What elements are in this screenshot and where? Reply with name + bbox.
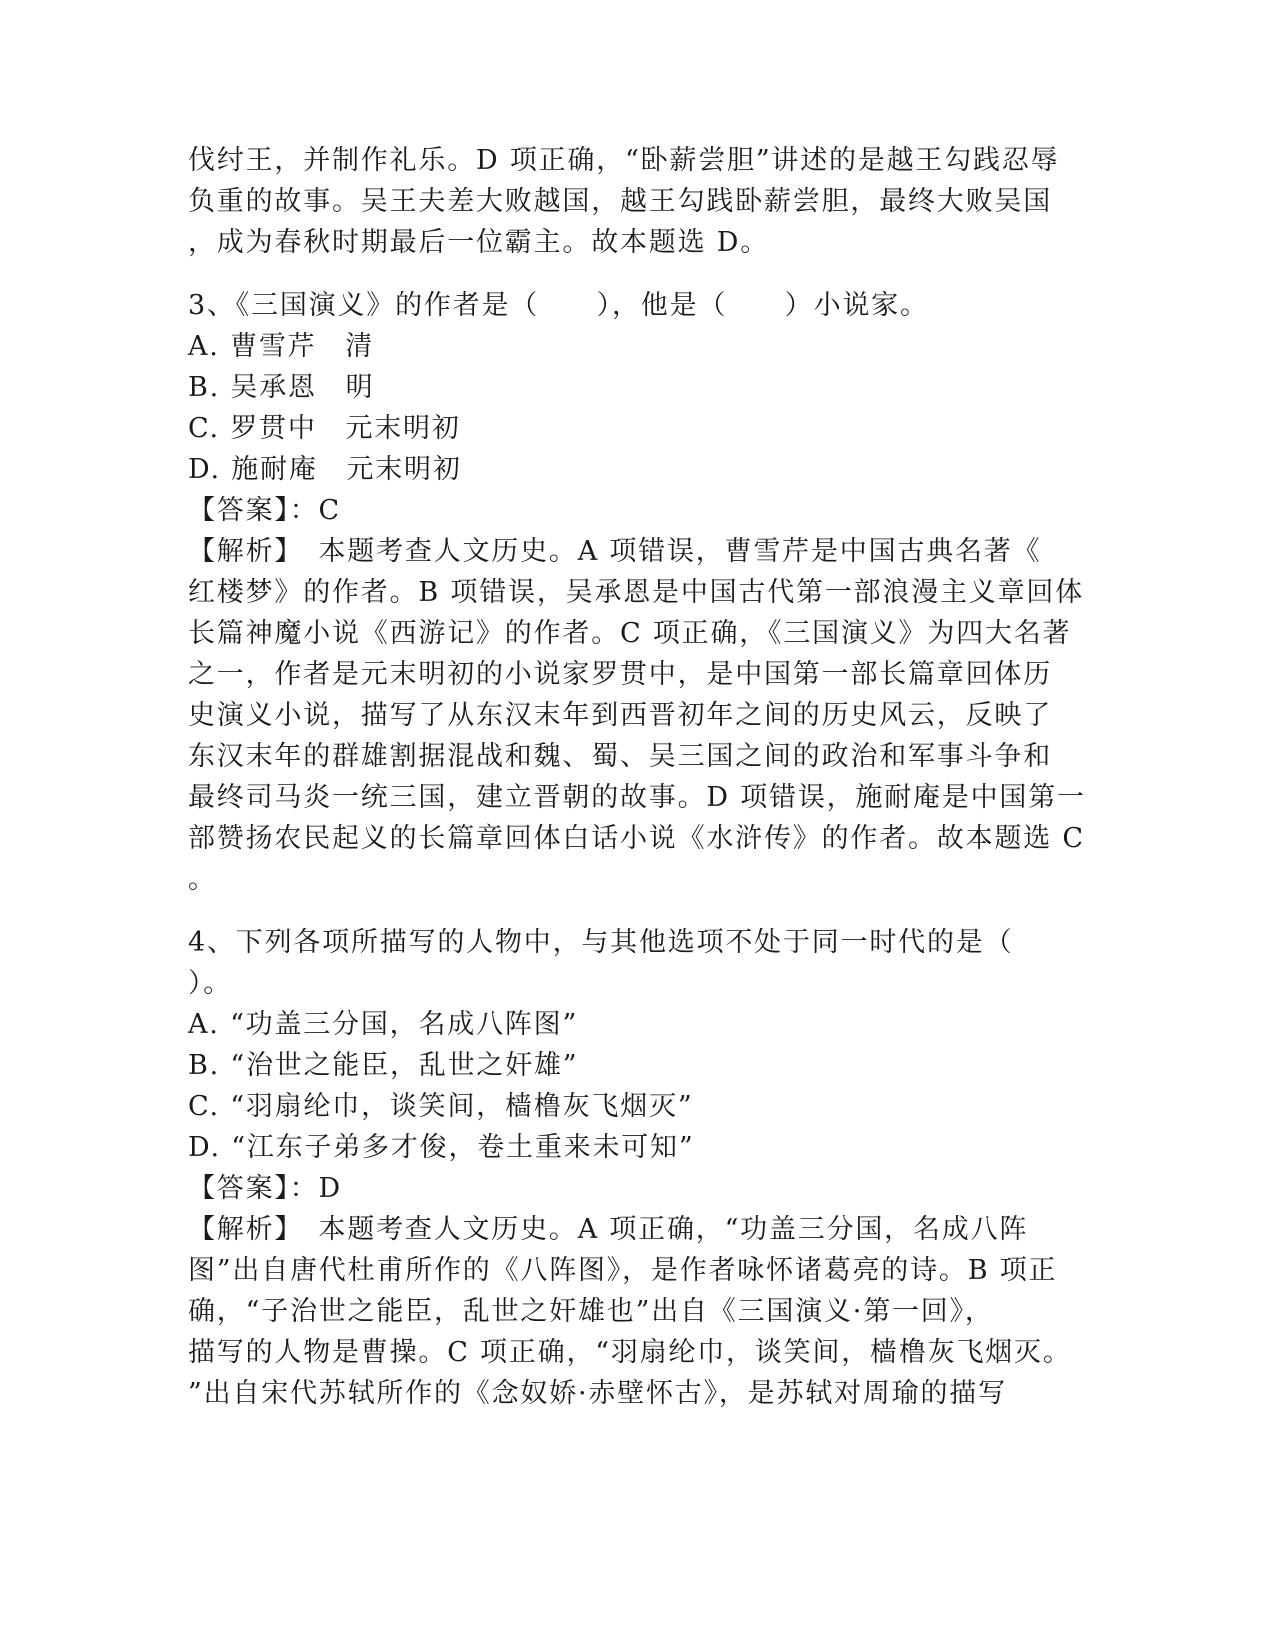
- analysis-line: 最终司马炎一统三国，建立晋朝的故事。D 项错误，施耐庵是中国第一: [188, 782, 1086, 813]
- analysis-line: 之一，作者是元末明初的小说家罗贯中，是中国第一部长篇章回体历: [188, 659, 1052, 690]
- analysis-line: 东汉末年的群雄割据混战和魏、蜀、吴三国之间的政治和军事斗争和: [188, 741, 1052, 772]
- option-d: D. “江东子弟多才俊，卷土重来未可知”: [188, 1132, 695, 1163]
- option-b: B. “治世之能臣，乱世之奸雄”: [188, 1050, 579, 1081]
- intro-line: 伐纣王，并制作礼乐。D 项正确，“卧薪尝胆”讲述的是越王勾践忍辱: [188, 145, 1060, 176]
- option-b: B. 吴承恩 明: [188, 372, 375, 403]
- intro-line: 负重的故事。吴王夫差大败越国，越王勾践卧薪尝胆，最终大败吴国: [188, 186, 1052, 217]
- option-a: A. 曹雪芹 清: [188, 331, 375, 362]
- option-d: D. 施耐庵 元末明初: [188, 454, 462, 485]
- option-c: C. “羽扇纶巾，谈笑间，樯橹灰飞烟灭”: [188, 1091, 694, 1122]
- analysis-line: 【解析】 本题考查人文历史。A 项正确，“功盖三分国，名成八阵: [188, 1214, 1029, 1245]
- answer-line: 【答案】：D: [188, 1173, 342, 1204]
- analysis-line: 【解析】 本题考查人文历史。A 项错误，曹雪芹是中国古典名著《: [188, 536, 1042, 567]
- analysis-line: 确，“子治世之能臣，乱世之奸雄也”出自《三国演义·第一回》，: [188, 1296, 994, 1327]
- analysis-line: 长篇神魔小说《西游记》的作者。C 项正确，《三国演义》为四大名著: [188, 618, 1072, 649]
- analysis-line: 红楼梦》的作者。B 项错误，吴承恩是中国古代第一部浪漫主义章回体: [188, 577, 1085, 608]
- option-a: A. “功盖三分国，名成八阵图”: [188, 1009, 579, 1040]
- question-stem: 3、《三国演义》的作者是（ ），他是（ ）小说家。: [188, 290, 929, 321]
- option-c: C. 罗贯中 元末明初: [188, 413, 461, 444]
- analysis-line: 描写的人物是曹操。C 项正确，“羽扇纶巾，谈笑间，樯橹灰飞烟灭。: [188, 1337, 1072, 1368]
- analysis-line: 史演义小说，描写了从东汉末年到西晋初年之间的历史风云，反映了: [188, 700, 1052, 731]
- question-stem: ）。: [188, 968, 233, 999]
- analysis-line: 图”出自唐代杜甫所作的《八阵图》，是作者咏怀诸葛亮的诗。B 项正: [188, 1255, 1058, 1286]
- analysis-line: 部赞扬农民起义的长篇章回体白话小说《水浒传》的作者。故本题选 C: [188, 823, 1085, 854]
- analysis-line: ”出自宋代苏轼所作的《念奴娇·赤壁怀古》，是苏轼对周瑜的描写: [188, 1378, 1007, 1409]
- answer-line: 【答案】：C: [188, 495, 341, 526]
- intro-line: ，成为春秋时期最后一位霸主。故本题选 D。: [188, 227, 770, 258]
- analysis-line: 。: [188, 864, 217, 895]
- question-stem: 4、下列各项所描写的人物中，与其他选项不处于同一时代的是（: [188, 927, 1014, 958]
